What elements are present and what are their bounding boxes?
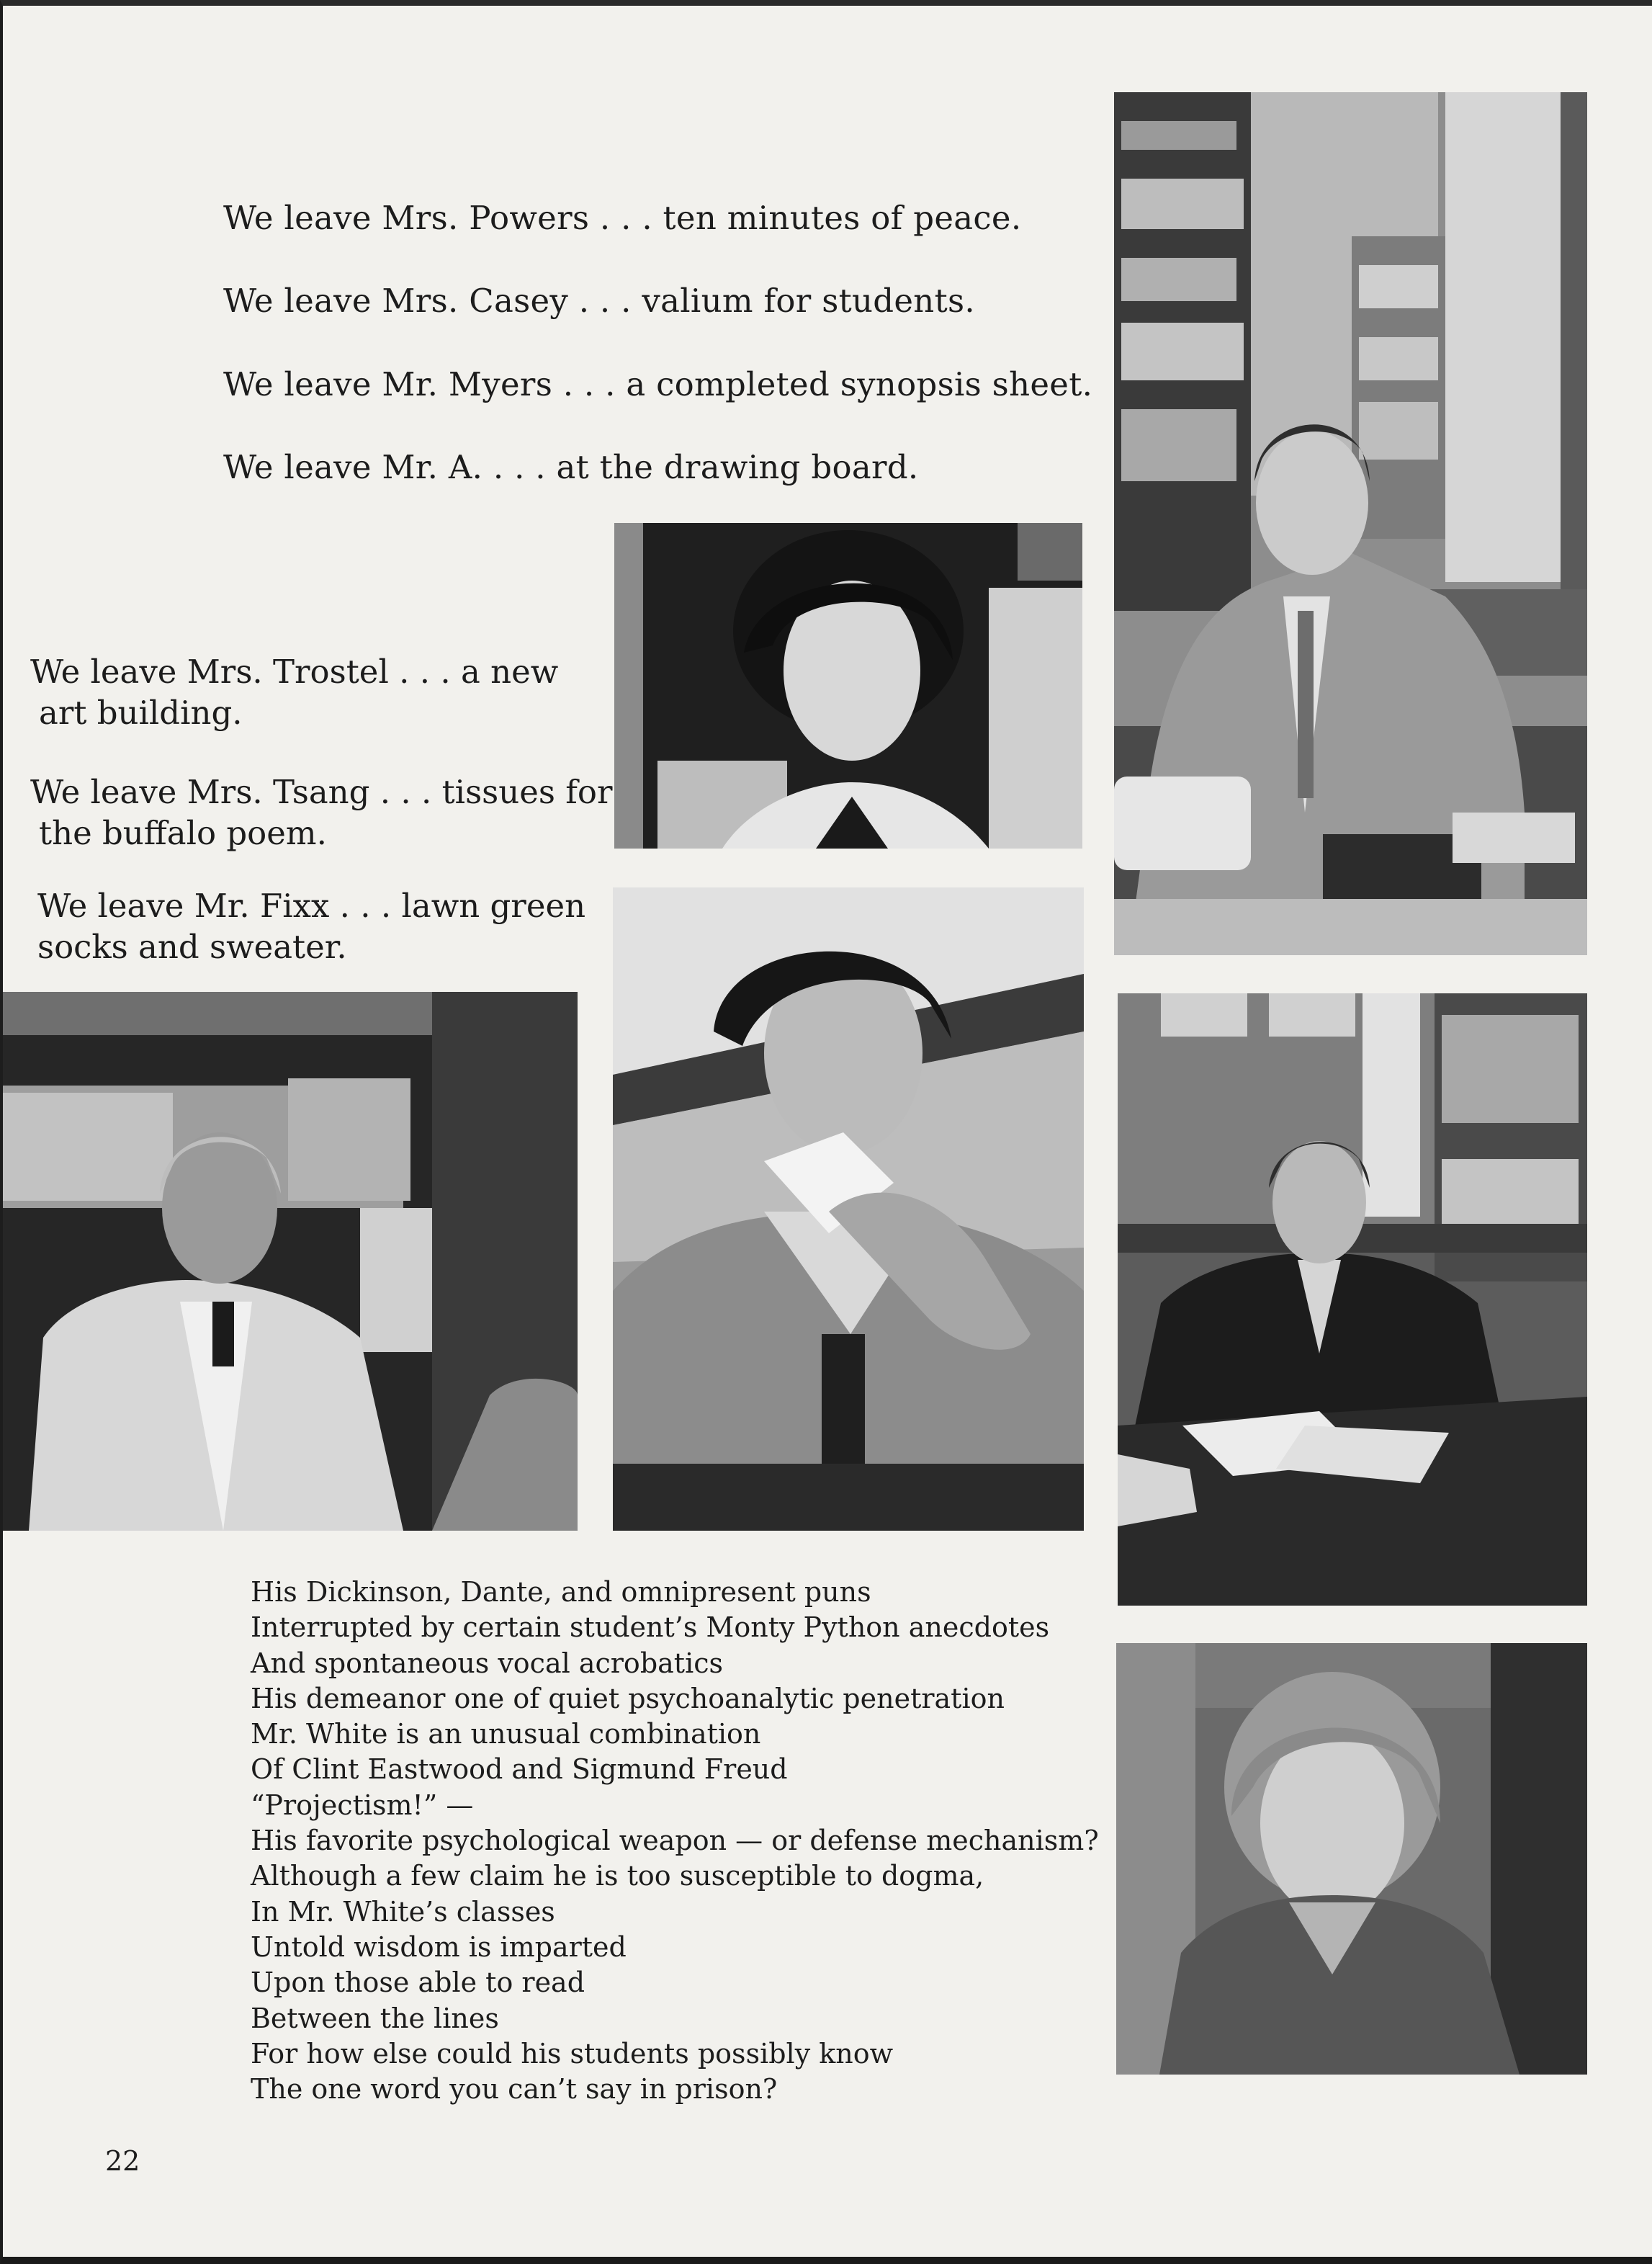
bequest-fixx-line1: We leave Mr. Fixx . . . lawn green: [37, 887, 586, 925]
bequest-line-trostel: [30, 651, 558, 733]
bequest-tsang-line2: the buffalo poem.: [39, 814, 327, 852]
poem-line: For how else could his students possibly know: [251, 2037, 894, 2070]
poem-line: In Mr. White’s classes: [251, 1895, 555, 1928]
bequest-trostel-line2: art building.: [39, 694, 243, 732]
bequest-line-a: We leave Mr. A. . . . at the drawing board.: [223, 448, 919, 486]
poem-line: Untold wisdom is imparted: [251, 1930, 627, 1963]
poem-line: And spontaneous vocal acrobatics: [251, 1647, 724, 1679]
poem-line: The one word you can’t say in prison?: [251, 2073, 778, 2106]
poem-line: His Dickinson, Dante, and omnipresent puns: [251, 1576, 871, 1608]
photo-man-tweed-jacket-bookshelves: [0, 992, 578, 1531]
poem-line: Interrupted by certain student’s Monty Python anecdotes: [251, 1611, 1050, 1644]
poem-line: Of Clint Eastwood and Sigmund Freud: [251, 1753, 788, 1786]
poem-line: His demeanor one of quiet psychoanalytic penetration: [251, 1682, 1005, 1714]
photo-woman-blouse: [1116, 1643, 1587, 2075]
bequest-line-tsang: [30, 771, 613, 854]
bequest-line-casey: We leave Mrs. Casey . . . valium for students.: [223, 282, 975, 320]
bequest-trostel-line1: We leave Mrs. Trostel . . . a new: [30, 653, 559, 691]
poem-line: Upon those able to read: [251, 1967, 585, 1999]
page-number: 22: [105, 2145, 140, 2177]
bequest-fixx-line2: socks and sweater.: [37, 928, 347, 966]
bequest-line-powers: We leave Mrs. Powers . . . ten minutes of peace.: [223, 199, 1022, 237]
bequest-tsang-line1: We leave Mrs. Tsang . . . tissues for: [30, 773, 613, 811]
photo-man-dark-suit-desk: [1118, 993, 1587, 1606]
bequest-line-myers: We leave Mr. Myers . . . a completed synopsis sheet.: [223, 365, 1093, 403]
poem-mr-white: [251, 1575, 1100, 2107]
poem-line: “Projectism!” —: [251, 1789, 474, 1821]
photo-man-at-desk-shelves: [1114, 92, 1587, 955]
bequest-line-fixx: [37, 885, 585, 967]
photo-young-man-drinking: [613, 887, 1084, 1531]
photo-woman-curly-hair: [614, 523, 1082, 849]
poem-line: Mr. White is an unusual combination: [251, 1718, 761, 1750]
poem-line: His favorite psychological weapon — or defense mechanism?: [251, 1825, 1099, 1857]
poem-line: Although a few claim he is too susceptible to dogma,: [251, 1860, 984, 1892]
poem-line: Between the lines: [251, 2002, 499, 2034]
